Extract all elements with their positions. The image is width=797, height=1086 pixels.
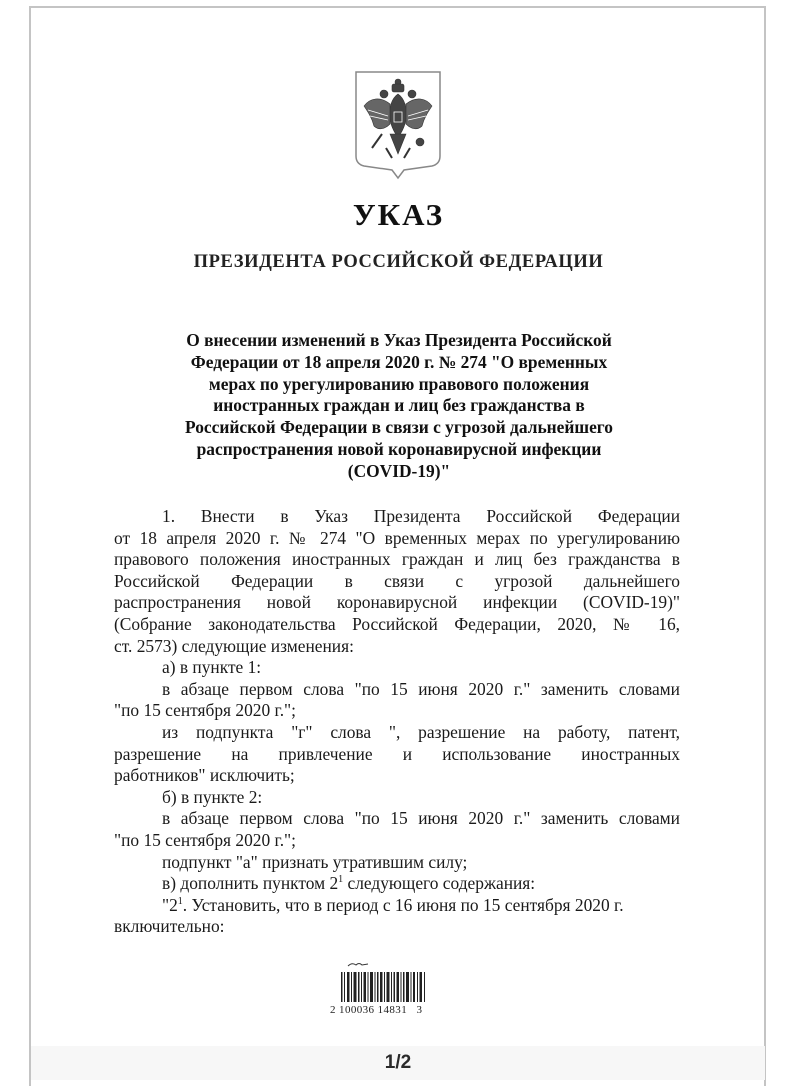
- superscript: 1: [338, 874, 344, 886]
- page-indicator-bar: [31, 1046, 765, 1080]
- body-text: следующего содержания:: [343, 873, 536, 894]
- heading-line: иностранных граждан и лиц без гражданства в: [213, 395, 585, 416]
- heading-line: мерах по урегулированию правового положения: [208, 373, 590, 394]
- body-line: подпункт "а" признать утратившим силу;: [162, 851, 468, 872]
- body-text: "2: [162, 894, 178, 915]
- body-line: б) в пункте 2:: [162, 786, 263, 807]
- document-body: [114, 506, 680, 938]
- body-line: правового положения иностранных граждан и лиц без гражданства в: [114, 549, 680, 570]
- body-line: (Собрание законодательства Российской Федерации, 2020, № 16,: [114, 613, 680, 634]
- body-line: распространения новой коронавирусной инфекции (COVID-19)": [114, 592, 680, 613]
- document-subtitle: ПРЕЗИДЕНТА РОССИЙСКОЙ ФЕДЕРАЦИИ: [193, 252, 604, 272]
- body-text: в) дополнить пунктом 2: [162, 873, 339, 894]
- body-line: [114, 873, 680, 895]
- body-line: от 18 апреля 2020 г. № 274 "О временных мерах по урегулированию: [114, 527, 680, 548]
- body-line: а) в пункте 1:: [162, 657, 262, 678]
- body-line: Российской Федерации в связи с угрозой дальнейшего: [114, 570, 680, 591]
- page-indicator: 1/2: [384, 1052, 412, 1073]
- body-line: 1. Внести в Указ Президента Российской Федерации: [162, 506, 680, 526]
- heading-line: О внесении изменений в Указ Президента Российской: [186, 330, 612, 350]
- body-line: в абзаце первом слова "по 15 июня 2020 г." заменить словами: [162, 678, 680, 699]
- coat-of-arms-icon: [352, 68, 444, 180]
- heading-line: распространения новой коронавирусной инфекции: [196, 438, 602, 459]
- body-line: в абзаце первом слова "по 15 июня 2020 г." заменить словами: [162, 808, 680, 829]
- heading-line: Российской Федерации в связи с угрозой дальнейшего: [185, 417, 613, 438]
- body-line: "по 15 сентября 2020 г.";: [114, 700, 296, 721]
- superscript: 1: [177, 895, 183, 907]
- body-text: . Установить, что в период с 16 июня по 15 сентября 2020 г.: [182, 894, 624, 915]
- body-line: [114, 895, 680, 917]
- barcode-number: 2 100036 14831 3: [330, 1004, 423, 1016]
- body-line: "по 15 сентября 2020 г.";: [114, 829, 296, 850]
- heading-line: (COVID-19)": [347, 460, 451, 481]
- body-line: из подпункта "г" слова ", разрешение на работу, патент,: [162, 721, 680, 742]
- body-line: включительно:: [114, 916, 225, 937]
- body-line: ст. 2573) следующие изменения:: [114, 635, 354, 656]
- body-line: работников" исключить;: [114, 765, 295, 786]
- document-heading: [160, 330, 638, 483]
- body-line: разрешение на привлечение и использование иностранных: [114, 743, 680, 764]
- heading-line: Федерации от 18 апреля 2020 г. № 274 "О временных: [190, 351, 608, 372]
- document-title: УКАЗ: [352, 197, 445, 232]
